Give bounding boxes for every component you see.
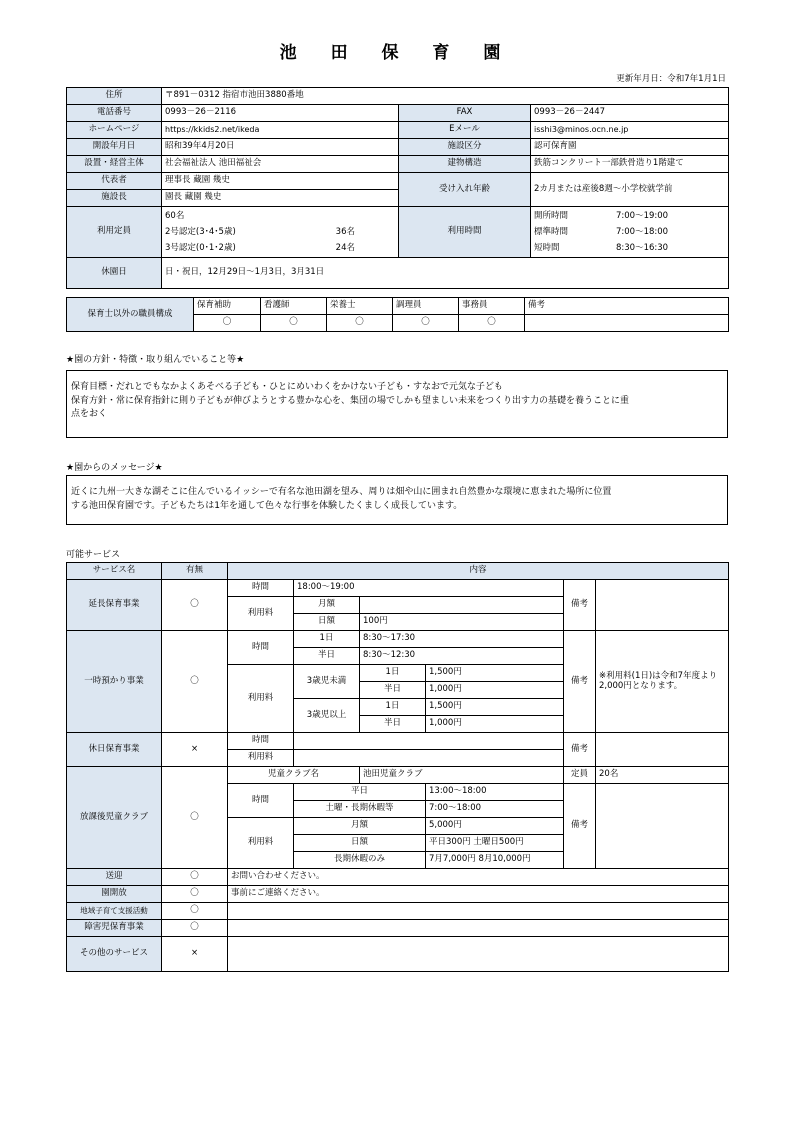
temporary-half-time: 8:30～12:30 bbox=[360, 648, 564, 665]
afterschool-time-label: 時間 bbox=[228, 784, 294, 818]
temporary-over3-label: 3歳児以上 bbox=[294, 699, 360, 733]
afterschool-remarks-label: 備考 bbox=[564, 784, 596, 869]
temporary-over3-half-label: 半日 bbox=[360, 716, 426, 733]
col-avail-header: 有無 bbox=[162, 563, 228, 580]
extended-time-label: 時間 bbox=[228, 580, 294, 597]
capacity-cell bbox=[162, 207, 399, 258]
staff-header-assistant: 保育補助 bbox=[194, 298, 261, 315]
extended-daily: 100円 bbox=[360, 614, 564, 631]
temporary-day-time: 8:30～17:30 bbox=[360, 631, 564, 648]
staff-header-nutritionist: 栄養士 bbox=[327, 298, 393, 315]
afterschool-capacity-label: 定員 bbox=[564, 767, 596, 784]
facility-type-label: 施設区分 bbox=[399, 139, 531, 156]
staff-mark-clerk: 〇 bbox=[459, 315, 525, 332]
afterschool-long-label: 長期休暇のみ bbox=[294, 852, 426, 869]
temporary-under3-half-label: 半日 bbox=[360, 682, 426, 699]
temporary-over3-day-label: 1日 bbox=[360, 699, 426, 716]
address-value: 〒891－0312 指宿市池田3880番地 bbox=[162, 88, 729, 105]
acceptance-value: 2カ月または産後8週～小学校就学前 bbox=[531, 173, 729, 207]
capacity-total: 60名 bbox=[165, 211, 185, 221]
policy-guideline-cont: 点をおく bbox=[71, 409, 108, 419]
temporary-under3-label: 3歳児未満 bbox=[294, 665, 360, 699]
afterschool-name: 放課後児童クラブ bbox=[67, 767, 162, 869]
address-label: 住所 bbox=[67, 88, 162, 105]
holiday-fee bbox=[294, 750, 564, 767]
other-name: その他のサービス bbox=[67, 937, 162, 972]
afterschool-remarks bbox=[596, 784, 729, 869]
staff-mark-cook: 〇 bbox=[393, 315, 459, 332]
message-line-1: 近くに九州一大きな湖そこに住んでいるイッシーで有名な池田湖を望み、周りは畑や山に囲まれ自然豊かな環境に恵まれた場所に位置 bbox=[71, 487, 612, 497]
hours-std-label: 標準時間 bbox=[534, 227, 569, 237]
message-line-2: する池田保育園です。子どもたちは1年を通して色々な行事を体験したくましく成長しています。 bbox=[71, 500, 463, 511]
community-name: 地域子育て支援活動 bbox=[67, 903, 162, 920]
hours-cell bbox=[531, 207, 729, 258]
holiday-name: 休日保育事業 bbox=[67, 733, 162, 767]
established-label: 開設年月日 bbox=[67, 139, 162, 156]
afterschool-club-label: 児童クラブ名 bbox=[228, 767, 360, 784]
email-label: Eメール bbox=[399, 122, 531, 139]
open-garden-name: 園開放 bbox=[67, 886, 162, 903]
policy-goal: 保育目標・だれとでもなかよくあそべる子ども・ひとにめいわくをかけない子ども・すなおで元気な子ども bbox=[71, 382, 503, 392]
extended-avail: 〇 bbox=[162, 580, 228, 631]
representative-label: 代表者 bbox=[67, 173, 162, 190]
temporary-under3-day: 1,500円 bbox=[426, 665, 564, 682]
afterschool-monthly-label: 月額 bbox=[294, 818, 426, 835]
col-service-header: サービス名 bbox=[67, 563, 162, 580]
message-box bbox=[66, 475, 728, 525]
temporary-under3-half: 1,000円 bbox=[426, 682, 564, 699]
staff-header-clerk: 事務員 bbox=[459, 298, 525, 315]
holidays-label: 休園日 bbox=[67, 258, 162, 289]
temporary-fee-label: 利用料 bbox=[228, 665, 294, 733]
staff-mark-nutritionist: 〇 bbox=[327, 315, 393, 332]
afterschool-fee-label: 利用料 bbox=[228, 818, 294, 869]
fax-label: FAX bbox=[399, 105, 531, 122]
director-value: 園長 藏園 幾史 bbox=[162, 190, 399, 207]
afterschool-club: 池田児童クラブ bbox=[360, 767, 564, 784]
building-value: 鉄筋コンクリート一部鉄骨造り1階建て bbox=[531, 156, 729, 173]
extended-remarks bbox=[596, 580, 729, 631]
facility-info-table bbox=[66, 87, 729, 289]
afterschool-saturday-label: 土曜・長期休暇等 bbox=[294, 801, 426, 818]
hours-open-label: 開所時間 bbox=[534, 211, 569, 221]
temporary-over3-half: 1,000円 bbox=[426, 716, 564, 733]
afterschool-long: 7月7,000円 8月10,000円 bbox=[426, 852, 564, 869]
extended-fee-label: 利用料 bbox=[228, 597, 294, 631]
staff-header-nurse: 看護師 bbox=[261, 298, 327, 315]
services-heading: 可能サービス bbox=[66, 550, 121, 560]
open-garden-content: 事前にご連絡ください。 bbox=[228, 886, 729, 903]
temporary-remarks-label: 備考 bbox=[564, 631, 596, 733]
holiday-avail: × bbox=[162, 733, 228, 767]
message-heading: ★園からのメッセージ★ bbox=[66, 463, 163, 473]
facility-type-value: 認可保育園 bbox=[531, 139, 729, 156]
hours-std-value: 7:00～18:00 bbox=[616, 227, 669, 237]
policy-box bbox=[66, 370, 728, 438]
hours-short-label: 短時間 bbox=[534, 243, 560, 253]
holiday-time bbox=[294, 733, 564, 750]
homepage-label: ホームページ bbox=[67, 122, 162, 139]
operator-label: 設置・経営主体 bbox=[67, 156, 162, 173]
afterschool-capacity: 20名 bbox=[596, 767, 729, 784]
email-link[interactable]: isshi3@minos.ocn.ne.jp bbox=[531, 122, 729, 139]
pickup-avail: 〇 bbox=[162, 869, 228, 886]
capacity-3-row bbox=[165, 240, 395, 256]
page-title: 池 田 保 育 園 bbox=[279, 43, 515, 63]
afterschool-daily: 平日300円 土曜日500円 bbox=[426, 835, 564, 852]
afterschool-weekday: 13:00～18:00 bbox=[426, 784, 564, 801]
operator-value: 社会福祉法人 池田福祉会 bbox=[162, 156, 399, 173]
homepage-link[interactable]: https://kkids2.net/ikeda bbox=[162, 122, 399, 139]
temporary-time-label: 時間 bbox=[228, 631, 294, 665]
temporary-under3-day-label: 1日 bbox=[360, 665, 426, 682]
staff-header-remarks: 備考 bbox=[525, 298, 729, 315]
updated-date: 更新年月日：令和7年1月1日 bbox=[616, 74, 726, 84]
phone-label: 電話番号 bbox=[67, 105, 162, 122]
capacity-2-label: 2号認定(3･4･5歳) bbox=[165, 227, 236, 237]
policy-guideline: 保育方針・常に保育指針に則り子どもが伸びようとする豊かな心を、集団の場でしかも望ましい未来をつくり出す力の基礎を養うことに重 bbox=[71, 395, 630, 406]
temporary-over3-day: 1,500円 bbox=[426, 699, 564, 716]
hours-short-value: 8:30～16:30 bbox=[616, 243, 669, 253]
acceptance-label: 受け入れ年齢 bbox=[399, 173, 531, 207]
other-avail: × bbox=[162, 937, 228, 972]
other-content bbox=[228, 937, 729, 972]
holidays-value: 日・祝日，12月29日～1月3日，3月31日 bbox=[162, 258, 729, 289]
temporary-avail: 〇 bbox=[162, 631, 228, 733]
extended-time: 18:00～19:00 bbox=[294, 580, 564, 597]
disabled-avail: 〇 bbox=[162, 920, 228, 937]
policy-heading: ★園の方針・特徴・取り組んでいること等★ bbox=[66, 355, 245, 365]
col-content-header: 内容 bbox=[228, 563, 729, 580]
capacity-2-row bbox=[165, 224, 395, 240]
staff-header-cook: 調理員 bbox=[393, 298, 459, 315]
capacity-3-label: 3号認定(0･1･2歳) bbox=[165, 243, 236, 253]
established-value: 昭和39年4月20日 bbox=[162, 139, 399, 156]
disabled-name: 障害児保育事業 bbox=[67, 920, 162, 937]
staff-mark-nurse: 〇 bbox=[261, 315, 327, 332]
community-avail: 〇 bbox=[162, 903, 228, 920]
staff-table bbox=[66, 297, 729, 332]
afterschool-saturday: 7:00～18:00 bbox=[426, 801, 564, 818]
extended-monthly bbox=[360, 597, 564, 614]
extended-daily-label: 日額 bbox=[294, 614, 360, 631]
pickup-name: 送迎 bbox=[67, 869, 162, 886]
capacity-3-value: 24名 bbox=[335, 243, 355, 253]
staff-mark-assistant: 〇 bbox=[194, 315, 261, 332]
holiday-remarks-label: 備考 bbox=[564, 733, 596, 767]
temporary-day-label: 1日 bbox=[294, 631, 360, 648]
pickup-content: お問い合わせください。 bbox=[228, 869, 729, 886]
holiday-fee-label: 利用料 bbox=[228, 750, 294, 767]
afterschool-avail: 〇 bbox=[162, 767, 228, 869]
temporary-half-label: 半日 bbox=[294, 648, 360, 665]
afterschool-daily-label: 日額 bbox=[294, 835, 426, 852]
extended-remarks-label: 備考 bbox=[564, 580, 596, 631]
capacity-label: 利用定員 bbox=[67, 207, 162, 258]
extended-monthly-label: 月額 bbox=[294, 597, 360, 614]
services-table bbox=[66, 562, 729, 972]
representative-value: 理事長 藏園 幾史 bbox=[162, 173, 399, 190]
afterschool-weekday-label: 平日 bbox=[294, 784, 426, 801]
afterschool-monthly: 5,000円 bbox=[426, 818, 564, 835]
holiday-remarks bbox=[596, 733, 729, 767]
director-label: 施設長 bbox=[67, 190, 162, 207]
temporary-name: 一時預かり事業 bbox=[67, 631, 162, 733]
staff-label: 保育士以外の職員構成 bbox=[67, 298, 194, 332]
disabled-content bbox=[228, 920, 729, 937]
staff-mark-remarks bbox=[525, 315, 729, 332]
building-label: 建物構造 bbox=[399, 156, 531, 173]
hours-open-value: 7:00～19:00 bbox=[616, 211, 669, 221]
fax-value: 0993－26－2447 bbox=[531, 105, 729, 122]
phone-value: 0993－26－2116 bbox=[162, 105, 399, 122]
holiday-time-label: 時間 bbox=[228, 733, 294, 750]
temporary-remarks: ※利用料(1日)は令和7年度より2,000円となります。 bbox=[596, 631, 729, 733]
community-content bbox=[228, 903, 729, 920]
capacity-2-value: 36名 bbox=[335, 227, 355, 237]
open-garden-avail: 〇 bbox=[162, 886, 228, 903]
hours-label: 利用時間 bbox=[399, 207, 531, 258]
extended-name: 延長保育事業 bbox=[67, 580, 162, 631]
